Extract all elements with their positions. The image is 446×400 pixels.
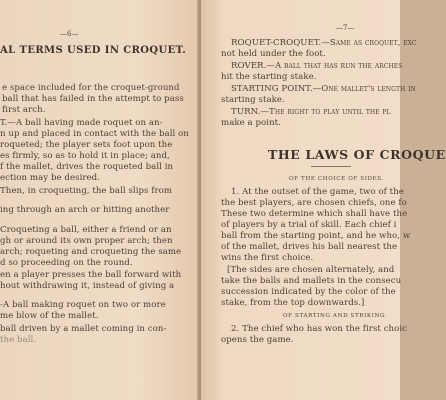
section-heading: THE LAWS OF CROQUE <box>268 147 446 162</box>
text-line: arch; roqueting and croqueting the same <box>0 247 182 257</box>
text-line: gh or around its own proper arch; then <box>0 236 173 246</box>
text-line: STARTING POINT.—One mallet's length in <box>231 84 416 94</box>
text-line: ROVER.—A ball that has run the arches <box>231 61 403 71</box>
text-line: 2. The chief who has won the first choic <box>231 324 408 334</box>
page-number: —7— <box>336 24 355 32</box>
text-line: first arch. <box>2 105 46 115</box>
text-line: not held under the foot. <box>221 49 326 59</box>
subsection-heading: OF THE CHOICE OF SIDES. <box>289 176 384 182</box>
text-line: Croqueting a ball, either a friend or an <box>0 225 172 235</box>
text-line: succession indicated by the color of the <box>221 287 396 297</box>
text-line: ing through an arch or hitting another <box>0 205 170 215</box>
text-line: -A ball making roquet on two or more <box>0 300 166 310</box>
text-line: n up and placed in contact with the ball on <box>0 129 189 139</box>
text-line: opens the game. <box>221 335 294 345</box>
left-page <box>0 0 199 400</box>
text-line: me blow of the mallet. <box>0 311 99 321</box>
text-line: starting stake. <box>221 95 285 105</box>
subsection-heading: OF STARTING AND STRIKING. <box>283 313 388 319</box>
text-line: the best players, are chosen chiefs, one fo <box>221 198 407 208</box>
text-line: Then, in croqueting, the ball slips from <box>0 186 173 196</box>
right-page <box>201 0 446 400</box>
text-line: ball that has failed in the attempt to pass <box>2 94 184 104</box>
text-line: es firmly, so as to hold it in place; and, <box>0 151 170 161</box>
text-line: of the mallet, drives his ball nearest the <box>221 242 398 252</box>
text-line: 1. At the outset of the game, two of the <box>231 187 404 197</box>
text-line: TURN.—The right to play until the pl <box>231 107 391 117</box>
heading-rule <box>311 166 351 167</box>
text-line: make a point. <box>221 118 281 128</box>
page-number: —6— <box>60 30 79 38</box>
text-line: wins the first choice. <box>221 253 314 263</box>
text-line: ROQUET-CROQUET.—Same as croquet, exc <box>231 38 417 48</box>
text-line: hit the starting stake. <box>221 72 317 82</box>
text-line: the ball. <box>0 335 37 345</box>
text-line: ball driven by a mallet coming in con- <box>0 324 167 334</box>
text-line: stake, from the top downwards.] <box>221 298 365 308</box>
text-line: f the mallet, drives the roqueted ball in <box>0 162 174 172</box>
page-heading: AL TERMS USED IN CROQUET. <box>0 45 187 56</box>
text-line: roqueted; the player sets foot upon the <box>0 140 173 150</box>
text-line: T.—A ball having made roquet on an- <box>0 118 163 128</box>
text-line: ection may be desired. <box>0 173 100 183</box>
text-line: take the balls and mallets in the consecu <box>221 276 402 286</box>
text-line: e space included for the croquet-ground <box>2 83 180 93</box>
text-line: [The sides are chosen alternately, and <box>227 265 395 275</box>
text-line: These two determine which shall have the <box>221 209 408 219</box>
text-line: ball from the starting point, and he who, w <box>221 231 411 241</box>
text-line: en a player presses the ball forward with <box>0 270 182 280</box>
text-line: hout withdrawing it, instead of giving a <box>0 281 175 291</box>
text-line: d so proceeding on the round. <box>0 258 133 268</box>
text-line: of players by a trial of skill. Each chief i <box>221 220 397 230</box>
